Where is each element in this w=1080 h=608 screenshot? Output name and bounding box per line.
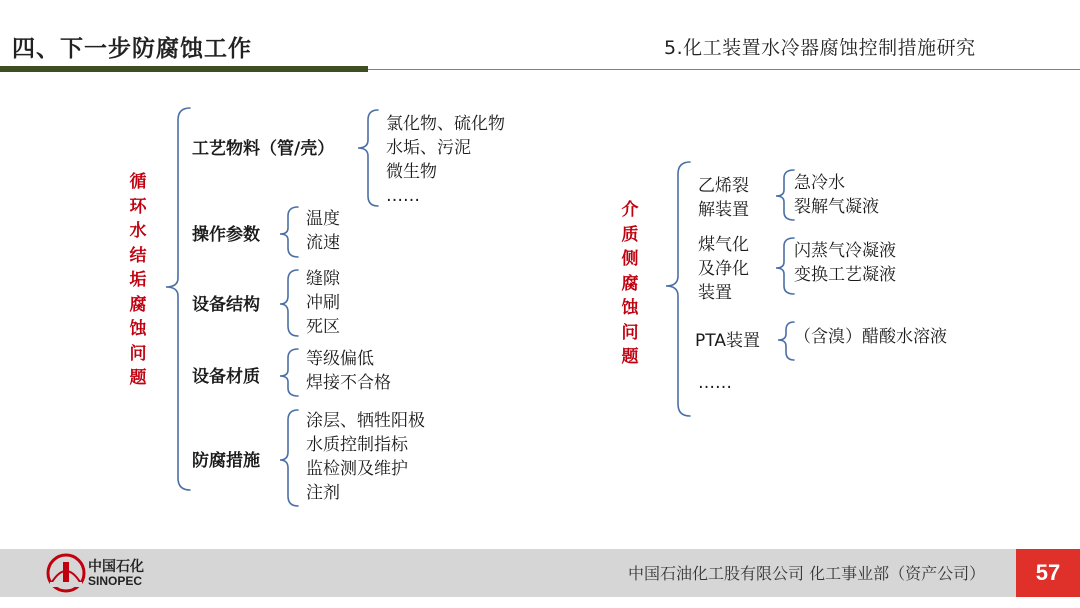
logo-text-en: SINOPEC: [88, 574, 143, 588]
left-branch-5-item: 监检测及维护: [306, 459, 408, 479]
right-branch-2-label: 及净化: [698, 259, 749, 279]
left-branch-1-item: 水垢、污泥: [386, 138, 471, 158]
left-branch-1-item: ……: [386, 186, 420, 206]
left-branch-5-item: 水质控制指标: [306, 435, 408, 455]
right-root-label: 介质侧腐蚀问题: [621, 200, 639, 367]
right-branch-1-label: 解装置: [698, 200, 749, 220]
left-branch-1-item: 氯化物、硫化物: [386, 114, 505, 134]
right-branch-2-label: 装置: [698, 283, 732, 303]
left-branch-5-item: 注剂: [306, 483, 340, 503]
right-branch-4-label: ……: [698, 373, 732, 393]
page-subtitle: 5.化工装置水冷器腐蚀控制措施研究: [664, 37, 976, 59]
left-branch-2-label: 操作参数: [192, 225, 260, 245]
right-branch-3-brace: [778, 322, 794, 360]
left-branch-2-brace: [280, 207, 298, 257]
left-branch-5-brace: [280, 410, 298, 506]
right-branch-2-label: 煤气化: [698, 235, 749, 255]
logo-text-cn: 中国石化: [88, 559, 144, 575]
page-number-badge: 57: [1016, 549, 1080, 597]
right-branch-2-item: 变换工艺凝液: [794, 265, 896, 285]
page-title: 四、下一步防腐蚀工作: [12, 36, 252, 62]
left-branch-5-label: 防腐措施: [192, 451, 260, 471]
right-branch-1-brace: [776, 170, 794, 220]
right-branch-1-item: 裂解气凝液: [794, 197, 879, 217]
left-branch-3-label: 设备结构: [192, 295, 260, 315]
left-branch-2-item: 温度: [306, 209, 340, 229]
right-branch-2-brace: [776, 238, 794, 294]
left-branch-4-item: 焊接不合格: [306, 373, 391, 393]
right-branch-3-item: （含溴）醋酸水溶液: [794, 327, 947, 347]
left-branch-1-brace: [358, 110, 378, 206]
left-branch-4-label: 设备材质: [192, 367, 260, 387]
left-branch-4-brace: [280, 349, 298, 396]
right-branch-1-label: 乙烯裂: [698, 176, 749, 196]
right-branch-2-item: 闪蒸气冷凝液: [794, 241, 896, 261]
left-branch-3-item: 缝隙: [306, 269, 340, 289]
left-root-brace: [166, 108, 190, 490]
left-branch-2-item: 流速: [306, 233, 340, 253]
left-branch-1-label: 工艺物料（管/壳）: [192, 139, 335, 159]
sinopec-logo-icon: [46, 552, 86, 594]
right-root-brace: [666, 162, 690, 416]
left-branch-3-brace: [280, 270, 298, 336]
left-root-label: 循环水结垢腐蚀问题: [129, 172, 147, 388]
left-branch-1-item: 微生物: [386, 162, 437, 182]
left-branch-3-item: 冲刷: [306, 293, 340, 313]
right-branch-3-label: PTA装置: [695, 331, 760, 351]
left-branch-5-item: 涂层、牺牲阳极: [306, 411, 425, 431]
company-name: 中国石油化工股有限公司 化工事业部（资产公司）: [628, 564, 986, 583]
left-branch-4-item: 等级偏低: [306, 349, 374, 369]
right-branch-1-item: 急冷水: [794, 173, 845, 193]
left-branch-3-item: 死区: [306, 317, 340, 337]
footer-base: [0, 597, 1080, 608]
